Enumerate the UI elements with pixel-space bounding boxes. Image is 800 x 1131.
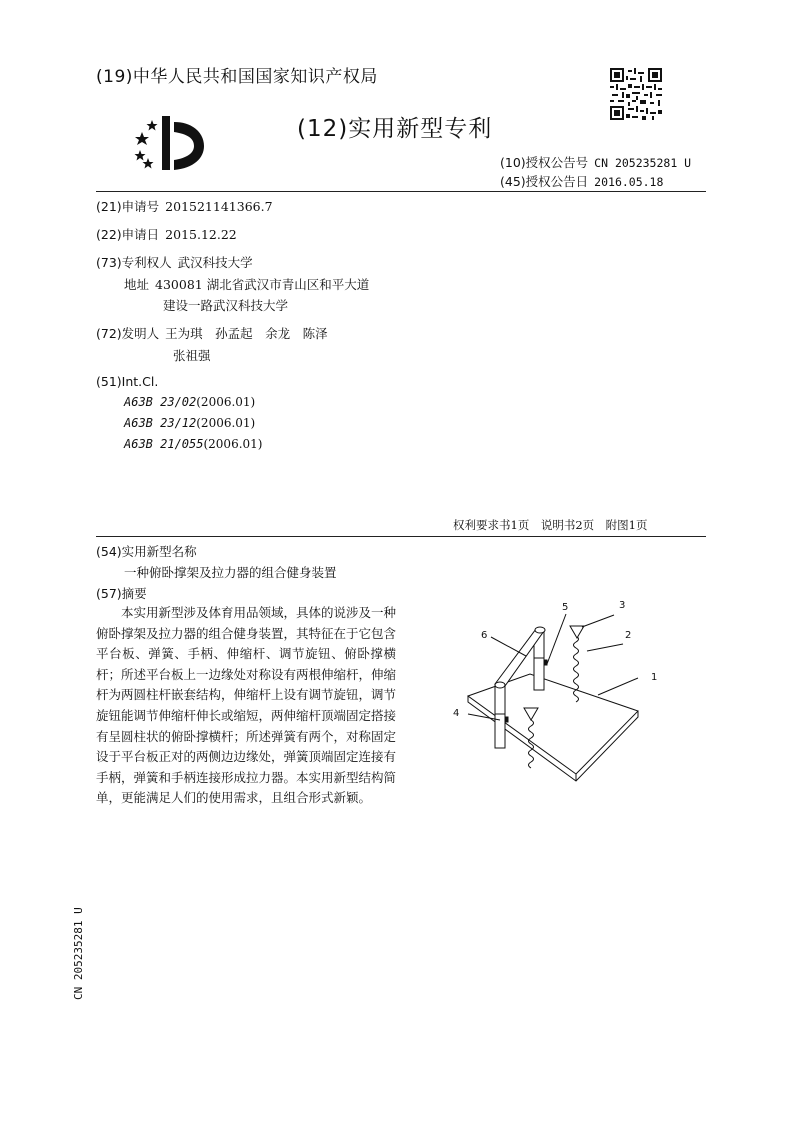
application-number-row — [96, 197, 273, 215]
address-line-1: 430081 湖北省武汉市青山区和平大道 — [155, 277, 370, 292]
header-divider — [96, 191, 706, 192]
cnipa-logo-icon — [132, 112, 210, 174]
handle-rear — [570, 626, 584, 638]
ipc-version: (2006.01) — [203, 437, 263, 451]
application-number: 201521141366.7 — [165, 199, 273, 214]
issuing-office: (19)中华人民共和国国家知识产权局 — [96, 67, 378, 87]
address-row — [124, 275, 369, 293]
application-date: 2015.12.22 — [165, 227, 237, 242]
inventors-row — [96, 324, 328, 342]
part-label-3: 3 — [619, 600, 626, 611]
ipc-version: (2006.01) — [196, 416, 256, 430]
application-date-row — [96, 225, 237, 243]
publication-number-label: (10)授权公告号 — [500, 155, 589, 170]
telescopic-rod-front — [495, 686, 505, 748]
ipc-entry — [124, 437, 262, 451]
ipc-entry — [124, 395, 255, 409]
patentee-row — [96, 253, 253, 271]
publication-date: 2016.05.18 — [594, 175, 664, 189]
part-label-5: 5 — [562, 602, 569, 613]
adjust-knob-front — [505, 717, 508, 722]
inventors-label: (72)发明人 — [96, 326, 160, 341]
part-label-2: 2 — [625, 630, 632, 641]
patentee-label: (73)专利权人 — [96, 255, 172, 270]
ipc-code: A63B 23/12 — [124, 416, 197, 430]
ipc-version: (2006.01) — [196, 395, 256, 409]
utility-model-title-label: (54)实用新型名称 — [96, 544, 197, 559]
abstract-label: (57)摘要 — [96, 586, 147, 601]
ipc-code: A63B 21/055 — [124, 437, 204, 451]
section-divider — [96, 536, 706, 537]
qr-code-icon[interactable] — [610, 68, 662, 120]
publication-date-row — [500, 172, 663, 190]
inventors-line-1: 王为琪 孙孟起 余龙 陈泽 — [165, 326, 328, 341]
patentee: 武汉科技大学 — [177, 255, 253, 270]
abstract-text: 本实用新型涉及体育用品领域，具体的说涉及一种俯卧撑架及拉力器的组合健身装置，其特征在于它包含平台板、弹簧、手柄、伸缩杆、调节旋钮、俯卧撑横杆；所述平台板上一边缘处对称设有两根伸缩杆，伸缩杆为两圆柱杆嵌套结构，伸缩杆上设有调节旋钮，调节旋钮能调节伸缩杆伸长或缩短，两伸缩杆顶端固定搭接有呈圆柱状的俯卧撑横杆；所述弹簧有两个，对称固定设于平台板正对的两侧边边缘处，弹簧顶端固定连接有手柄，弹簧和手柄连接形成拉力器。本实用新型结构简单，更能满足人们的使用需求，且组合形式新颖。 — [96, 605, 397, 806]
address-line-2: 建设一路武汉科技大学 — [163, 298, 289, 313]
page-count-info: 权利要求书1页 说明书2页 附图1页 — [453, 518, 648, 532]
side-publication-number: CN 205235281 U — [72, 907, 85, 1000]
document-type-heading: (12)实用新型专利 — [297, 116, 493, 142]
publication-number-row — [500, 153, 691, 171]
utility-model-title: 一种俯卧撑架及拉力器的组合健身装置 — [124, 565, 337, 580]
inventors-line-2: 张祖强 — [173, 348, 211, 363]
application-date-label: (22)申请日 — [96, 227, 160, 242]
publication-date-label: (45)授权公告日 — [500, 174, 589, 189]
part-label-6: 6 — [481, 630, 488, 641]
int-cl-label: (51)Int.Cl. — [96, 374, 159, 389]
device-drawing — [448, 596, 678, 786]
part-label-4: 4 — [453, 708, 460, 719]
part-label-1: 1 — [651, 672, 658, 683]
ipc-entry — [124, 416, 255, 430]
adjust-knob-rear — [544, 660, 547, 665]
ipc-code: A63B 23/02 — [124, 395, 197, 409]
application-number-label: (21)申请号 — [96, 199, 160, 214]
address-label: 地址 — [124, 277, 150, 292]
publication-number: CN 205235281 U — [594, 156, 692, 170]
